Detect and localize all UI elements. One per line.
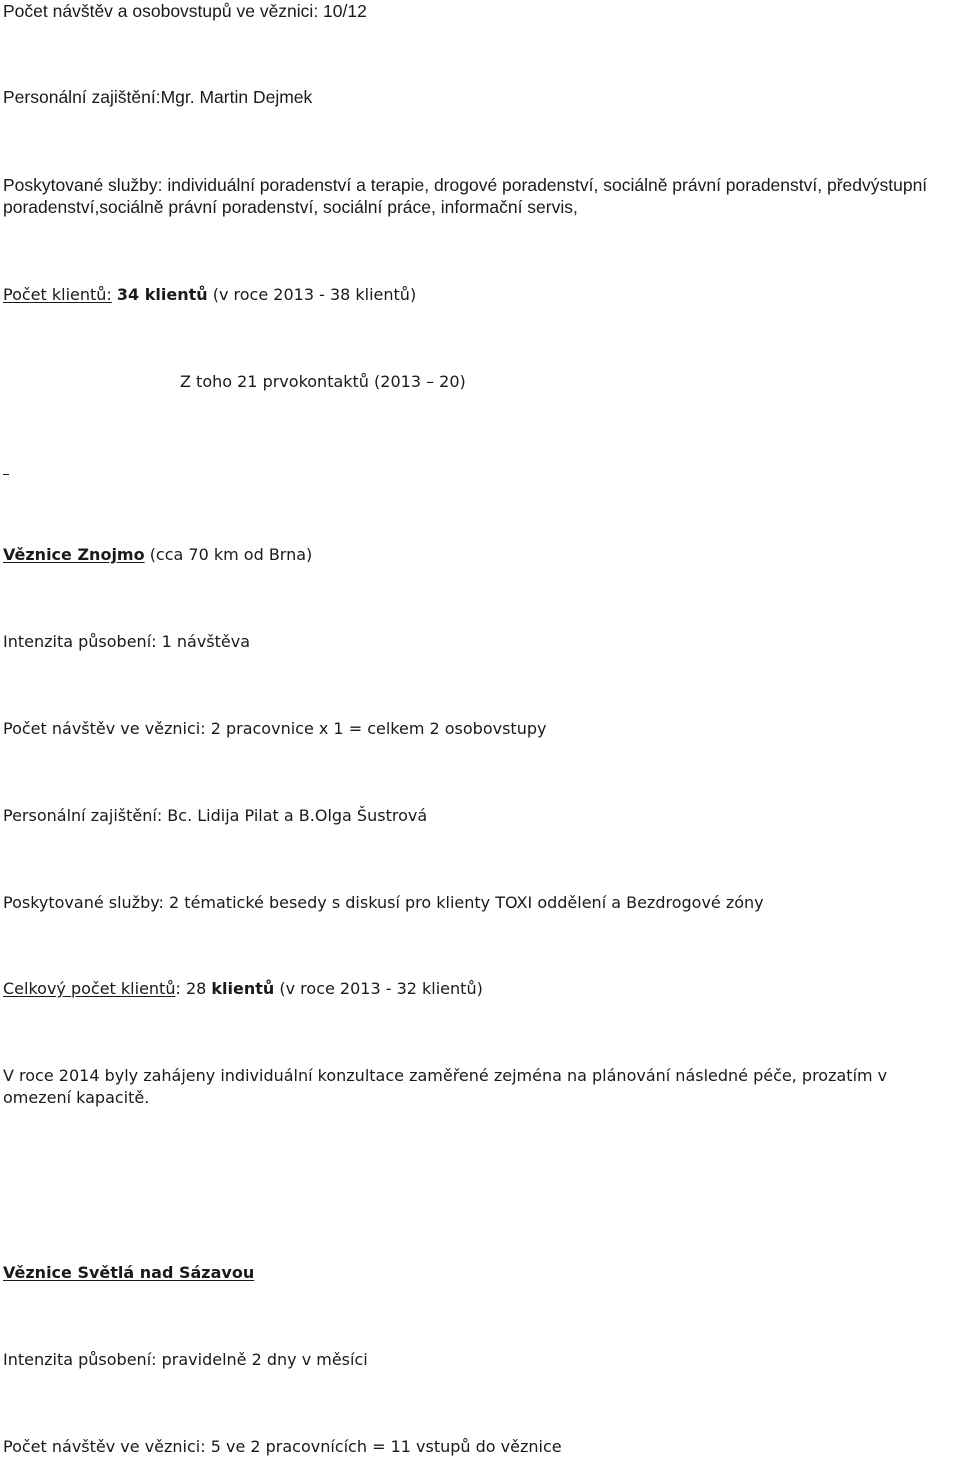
divider-dash xyxy=(3,474,9,475)
znojmo-services: Poskytované služby: 2 tématické besedy s diskusí pro klienty TOXI oddělení a Bezdrogové zóny xyxy=(3,893,764,912)
znojmo-clients xyxy=(3,978,960,1000)
znojmo-clients-rest: (v roce 2013 - 32 klientů) xyxy=(279,979,483,998)
clients-rest: (v roce 2013 - 38 klientů) xyxy=(212,285,417,304)
znojmo-staff: Personální zajištění: Bc. Lidija Pilat a B.Olga Šustrová xyxy=(3,806,428,825)
first-contacts-line: Z toho 21 prvokontaktů (2013 – 20) xyxy=(180,372,466,391)
znojmo-title: Věznice Znojmo xyxy=(3,545,145,564)
visits-count-line: Počet návštěv a osobovstupů ve věznici: 10/12 xyxy=(3,1,367,21)
svetla-intensity: Intenzita působení: pravidelně 2 dny v měsíci xyxy=(3,1350,368,1369)
znojmo-intensity: Intenzita působení: 1 návštěva xyxy=(3,632,251,651)
clients-line xyxy=(3,284,960,306)
svetla-title: Věznice Světlá nad Sázavou xyxy=(3,1263,255,1282)
svetla-heading xyxy=(3,1262,960,1284)
znojmo-heading xyxy=(3,544,960,566)
znojmo-clients-sep: : 28 xyxy=(175,979,212,998)
clients-count: 34 klientů xyxy=(116,285,208,304)
services-paragraph: Poskytované služby: individuální poradenství a terapie, drogové poradenství, sociálně právní poradenství, předvýstupní poradenství,sociálně právní poradenství, sociální práce, informační servis, xyxy=(3,175,928,217)
znojmo-note: V roce 2014 byly zahájeny individuální konzultace zaměřené zejména na plánování následné péče, prozatím v omezení kapacitě. xyxy=(3,1066,888,1107)
znojmo-clients-label: Celkový počet klientů xyxy=(3,979,176,998)
svetla-visits: Počet návštěv ve věznici: 5 ve 2 pracovnících = 11 vstupů do věznice xyxy=(3,1437,562,1456)
znojmo-clients-bold: klientů xyxy=(211,979,275,998)
znojmo-title-rest: (cca 70 km od Brna) xyxy=(149,545,313,564)
znojmo-visits: Počet návštěv ve věznici: 2 pracovnice x 1 = celkem 2 osobovstupy xyxy=(3,719,547,738)
clients-label: Počet klientů: xyxy=(3,285,112,304)
staff-line: Personální zajištění:Mgr. Martin Dejmek xyxy=(3,87,313,107)
